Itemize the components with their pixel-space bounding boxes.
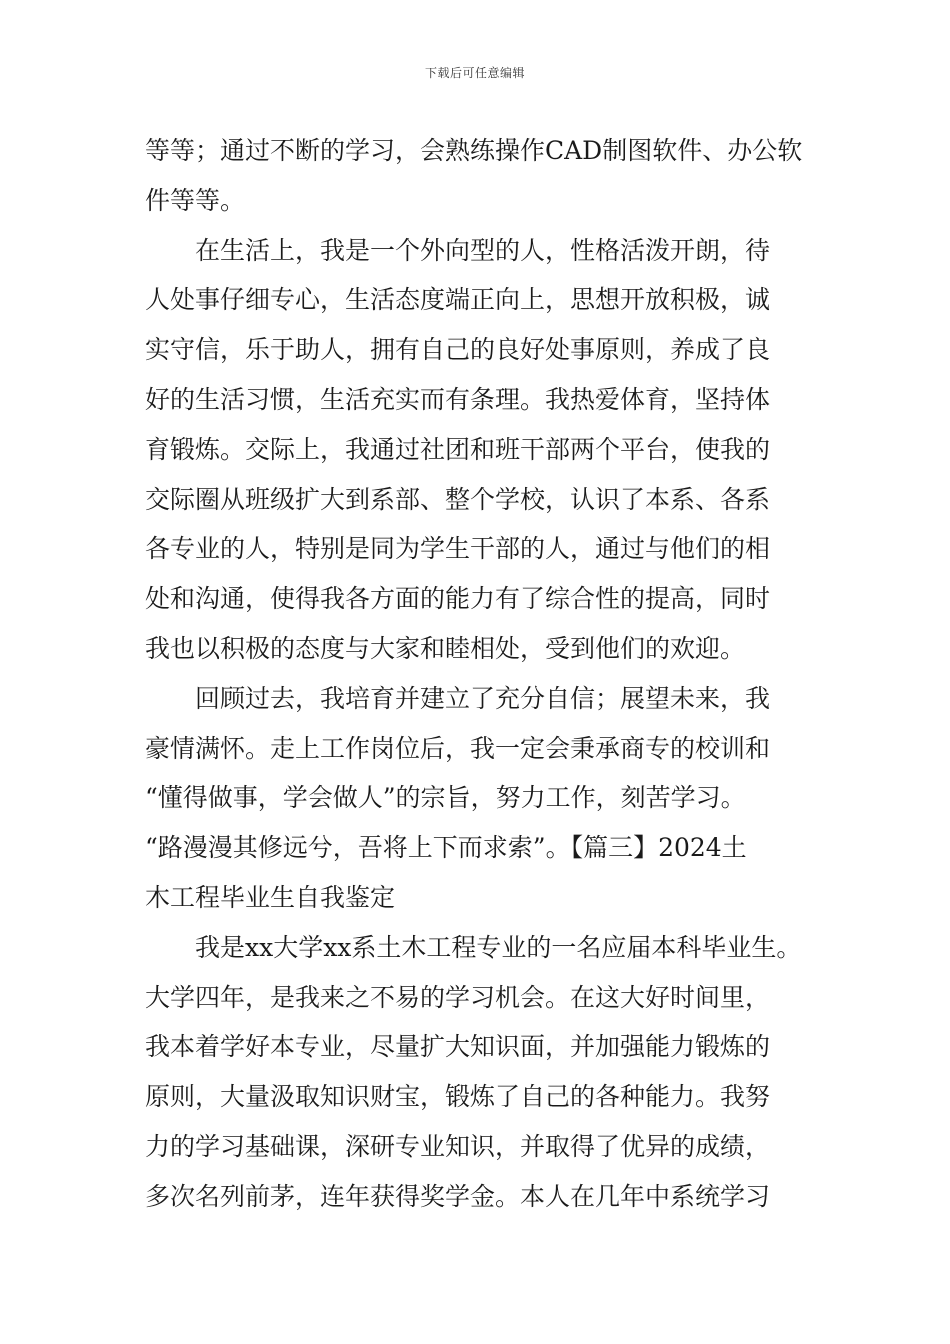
document-body bbox=[145, 126, 825, 1222]
text-line-18: 大学四年，是我来之不易的学习机会。在这大好时间里， bbox=[145, 982, 771, 1012]
text-line-3: 在生活上，我是一个外向型的人，性格活泼开朗，待 bbox=[195, 235, 771, 265]
text-line-16: 木工程毕业生自我鉴定 bbox=[145, 882, 396, 912]
text-line-6: 好的生活习惯，生活充实而有条理。我热爱体育，坚持体 bbox=[145, 384, 771, 414]
text-line-12: 回顾过去，我培育并建立了充分自信；展望未来，我 bbox=[195, 683, 771, 713]
text-line-20: 原则，大量汲取知识财宝，锻炼了自己的各种能力。我努 bbox=[145, 1082, 771, 1112]
text-line-2: 件等等。 bbox=[145, 185, 246, 215]
text-line-14: “懂得做事，学会做人”的宗旨，努力工作，刻苦学习。 bbox=[145, 783, 746, 813]
text-line-1: 等等；通过不断的学习，会熟练操作CAD制图软件、办公软 bbox=[145, 136, 803, 165]
text-line-4: 人处事仔细专心，生活态度端正向上，思想开放积极，诚 bbox=[145, 285, 771, 315]
text-line-8: 交际圈从班级扩大到系部、整个学校，认识了本系、各系 bbox=[145, 484, 771, 514]
text-line-17: 我是xx大学xx系土木工程专业的一名应届本科毕业生。 bbox=[195, 932, 802, 962]
text-line-5: 实守信，乐于助人，拥有自己的良好处事原则，养成了良 bbox=[145, 335, 771, 365]
text-line-15: “路漫漫其修远兮，吾将上下而求索”。【篇三】2024土 bbox=[145, 833, 747, 863]
page-header: 下载后可任意编辑 bbox=[424, 66, 525, 80]
text-line-10: 处和沟通，使得我各方面的能力有了综合性的提高，同时 bbox=[145, 584, 771, 614]
text-line-19: 我本着学好本专业，尽量扩大知识面，并加强能力锻炼的 bbox=[145, 1032, 771, 1062]
text-line-21: 力的学习基础课，深研专业知识，并取得了优异的成绩， bbox=[145, 1131, 771, 1161]
text-line-11: 我也以积极的态度与大家和睦相处，受到他们的欢迎。 bbox=[145, 633, 746, 663]
text-line-22: 多次名列前茅，连年获得奖学金。本人在几年中系统学习 bbox=[145, 1181, 771, 1211]
text-line-7: 育锻炼。交际上，我通过社团和班干部两个平台，使我的 bbox=[145, 434, 771, 464]
text-line-13: 豪情满怀。走上工作岗位后，我一定会秉承商专的校训和 bbox=[145, 733, 771, 763]
text-line-9: 各专业的人，特别是同为学生干部的人，通过与他们的相 bbox=[145, 534, 771, 564]
